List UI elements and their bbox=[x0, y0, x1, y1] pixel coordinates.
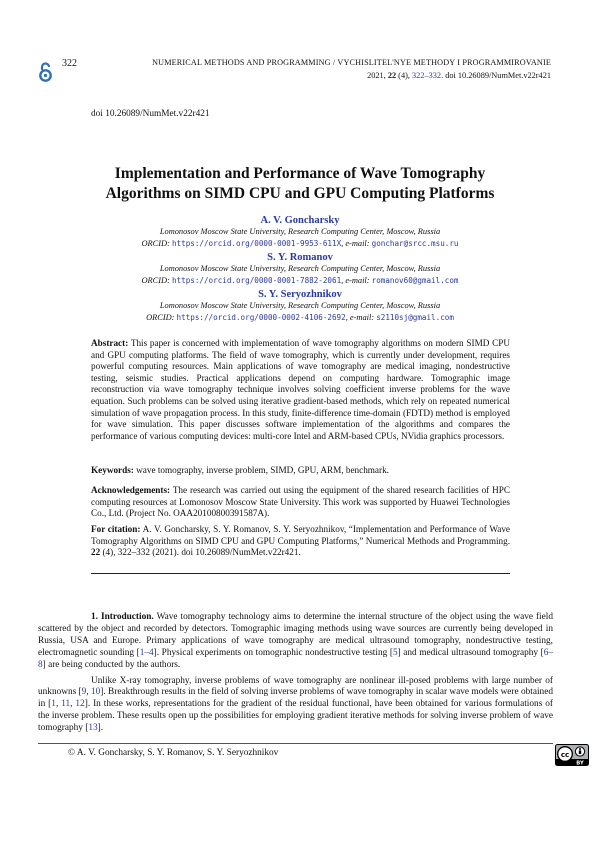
paragraph-1: 1. Introduction. Wave tomography technology aims to determine the internal structure of the object using the wave field scattered by the object and recorded by detectors. Tomographic imaging methods using wave sources are currently being developed in Russia, USA and Europe. Primary applications of wave tomography are medical ultrasound tomography, nondestructive testing, electromagnetic sounding [1–4]. Physical experiments on tomographic nondestructive testing [5] and medical ultrasound tomography [6–8] are being conducted by the authors. bbox=[38, 612, 554, 670]
abstract bbox=[91, 338, 510, 442]
introduction-section bbox=[38, 612, 553, 735]
author-orcid-line: ORCID: https://orcid.org/0000-0001-7882-2061, e-mail: romanov60@gmail.com bbox=[141, 275, 459, 285]
acknowledgements-text: The research was carried out using the equipment of the shared research facilities of HPC computing resources at Lomonosov Moscow State University. This work was supported by Huawei Technologies Co., Ltd. (Project No. OAA20100800391587A). bbox=[91, 485, 510, 519]
section-divider bbox=[91, 573, 510, 574]
footer-divider bbox=[38, 743, 553, 744]
reference-link[interactable]: 9 bbox=[81, 687, 87, 698]
reference-link[interactable]: 10 bbox=[90, 687, 101, 698]
reference-link[interactable]: 11 bbox=[61, 699, 71, 710]
email-link[interactable]: gonchar@srcc.msu.ru bbox=[371, 238, 459, 248]
reference-link[interactable]: 1–4 bbox=[139, 647, 154, 658]
author-orcid-line: ORCID: https://orcid.org/0000-0002-4106-2692, e-mail: s2110sj@gmail.com bbox=[146, 312, 454, 322]
reference-link[interactable]: 12 bbox=[75, 699, 85, 710]
reference-link[interactable]: 6–8 bbox=[38, 647, 553, 670]
citation-label: For citation: bbox=[91, 524, 141, 534]
for-citation: For citation: A. V. Goncharsky, S. Y. Romanov, S. Y. Seryozhnikov, “Implementation and Performance of Wave Tomography Algorithms on SIMD CPU and GPU Computing Platforms,” Numerical Methods and Programming. 22 (4), 322–332 (2021). doi 10.26089/NumMet.v22r421. bbox=[91, 524, 511, 558]
journal-name: NUMERICAL METHODS AND PROGRAMMING / VYCHISLITEL'NYE METHODY I PROGRAMMIROVANIE bbox=[152, 58, 551, 67]
volume-number: 22 bbox=[387, 71, 397, 80]
orcid-link[interactable]: https://orcid.org/0000-0002-4106-2692 bbox=[176, 312, 346, 322]
title-line-1: Implementation and Performance of Wave Tomography bbox=[114, 165, 486, 182]
author-affiliation: Lomonosov Moscow State University, Research Computing Center, Moscow, Russia bbox=[159, 264, 441, 273]
email-link[interactable]: romanov60@gmail.com bbox=[371, 275, 459, 285]
copyright-notice: © A. V. Goncharsky, S. Y. Romanov, S. Y. Seryozhnikov bbox=[68, 748, 279, 758]
orcid-link[interactable]: https://orcid.org/0000-0001-9953-611X bbox=[171, 238, 342, 248]
abstract-text: This paper is concerned with implementation of wave tomography algorithms on modern SIMD CPU and GPU computing platforms. The field of wave tomography, which is currently under development, requires powerful computing resources. Main applications of wave tomography are medical imaging, nondestructive testing, seismic studies. Practical applications depend on computing hardware. Tomographic image reconstruction via wave tomography technique involves solving coefficient inverse problems for the wave equation. Such problems can be solved using iterative gradient-based methods, which rely on repeated numerical simulation of wave propagation process. In this study, finite-difference time-domain (FDTD) method is employed for wave simulation. This paper discusses software implementation of the algorithms and compares the performance of various computing devices: multi-core Intel and ARM-based CPUs, NVidia graphics processors. bbox=[91, 338, 510, 441]
citation-volume: 22 bbox=[91, 547, 101, 558]
journal-citation-line: 2021, 22 (4), 322–332. doi 10.26089/NumMet.v22r421 bbox=[367, 71, 551, 80]
author-name: A. V. Goncharsky bbox=[260, 215, 340, 226]
author-block-3 bbox=[60, 289, 540, 323]
reference-link[interactable]: 13 bbox=[88, 723, 98, 734]
author-orcid-line: ORCID: https://orcid.org/0000-0001-9953-611X, e-mail: gonchar@srcc.msu.ru bbox=[141, 238, 459, 248]
author-affiliation: Lomonosov Moscow State University, Research Computing Center, Moscow, Russia bbox=[159, 227, 441, 236]
author-name: S. Y. Seryozhnikov bbox=[258, 289, 342, 300]
cc-by-license-icon[interactable] bbox=[555, 744, 589, 766]
author-affiliation: Lomonosov Moscow State University, Research Computing Center, Moscow, Russia bbox=[159, 301, 441, 310]
paper-title bbox=[60, 164, 540, 204]
acknowledgements bbox=[91, 485, 510, 520]
author-block-1 bbox=[60, 215, 540, 249]
orcid-link[interactable]: https://orcid.org/0000-0001-7882-2061 bbox=[171, 275, 342, 285]
author-name: S. Y. Romanov bbox=[267, 252, 333, 263]
abstract-label: Abstract: bbox=[91, 338, 129, 348]
keywords bbox=[91, 465, 510, 477]
cc-badge-text: cc bbox=[560, 750, 570, 759]
page-number: 322 bbox=[62, 58, 77, 69]
reference-link[interactable]: 5 bbox=[392, 647, 398, 658]
section-heading: 1. Introduction. bbox=[91, 612, 154, 622]
by-badge-text: BY bbox=[576, 760, 584, 766]
email-link[interactable]: s2110sj@gmail.com bbox=[376, 312, 454, 322]
author-block-2 bbox=[60, 252, 540, 286]
doi-line: doi 10.26089/NumMet.v22r421 bbox=[91, 109, 210, 119]
open-access-icon bbox=[38, 61, 53, 83]
pages-link[interactable]: 322–332 bbox=[412, 71, 442, 80]
reference-link[interactable]: 1 bbox=[51, 699, 56, 710]
acknowledgements-label: Acknowledgements: bbox=[91, 485, 171, 495]
paragraph-2: Unlike X-ray tomography, inverse problems of wave tomography are nonlinear ill-posed problems with large number of unknowns [9, 10]. Breakthrough results in the field of solving inverse problems of wave tomography in scalar wave models were obtained in [1, 11, 12]. In these works, representations for the gradient of the residual functional, have been obtained for various formulations of the inverse problem. These results open up the possibilities for employing gradient iterative methods for solving inverse problem of wave tomography [13]. bbox=[38, 675, 553, 734]
title-line-2: Algorithms on SIMD CPU and GPU Computing Platforms bbox=[105, 185, 495, 202]
keywords-text: wave tomography, inverse problem, SIMD, GPU, ARM, benchmark. bbox=[133, 465, 389, 475]
keywords-label: Keywords: bbox=[91, 465, 134, 475]
